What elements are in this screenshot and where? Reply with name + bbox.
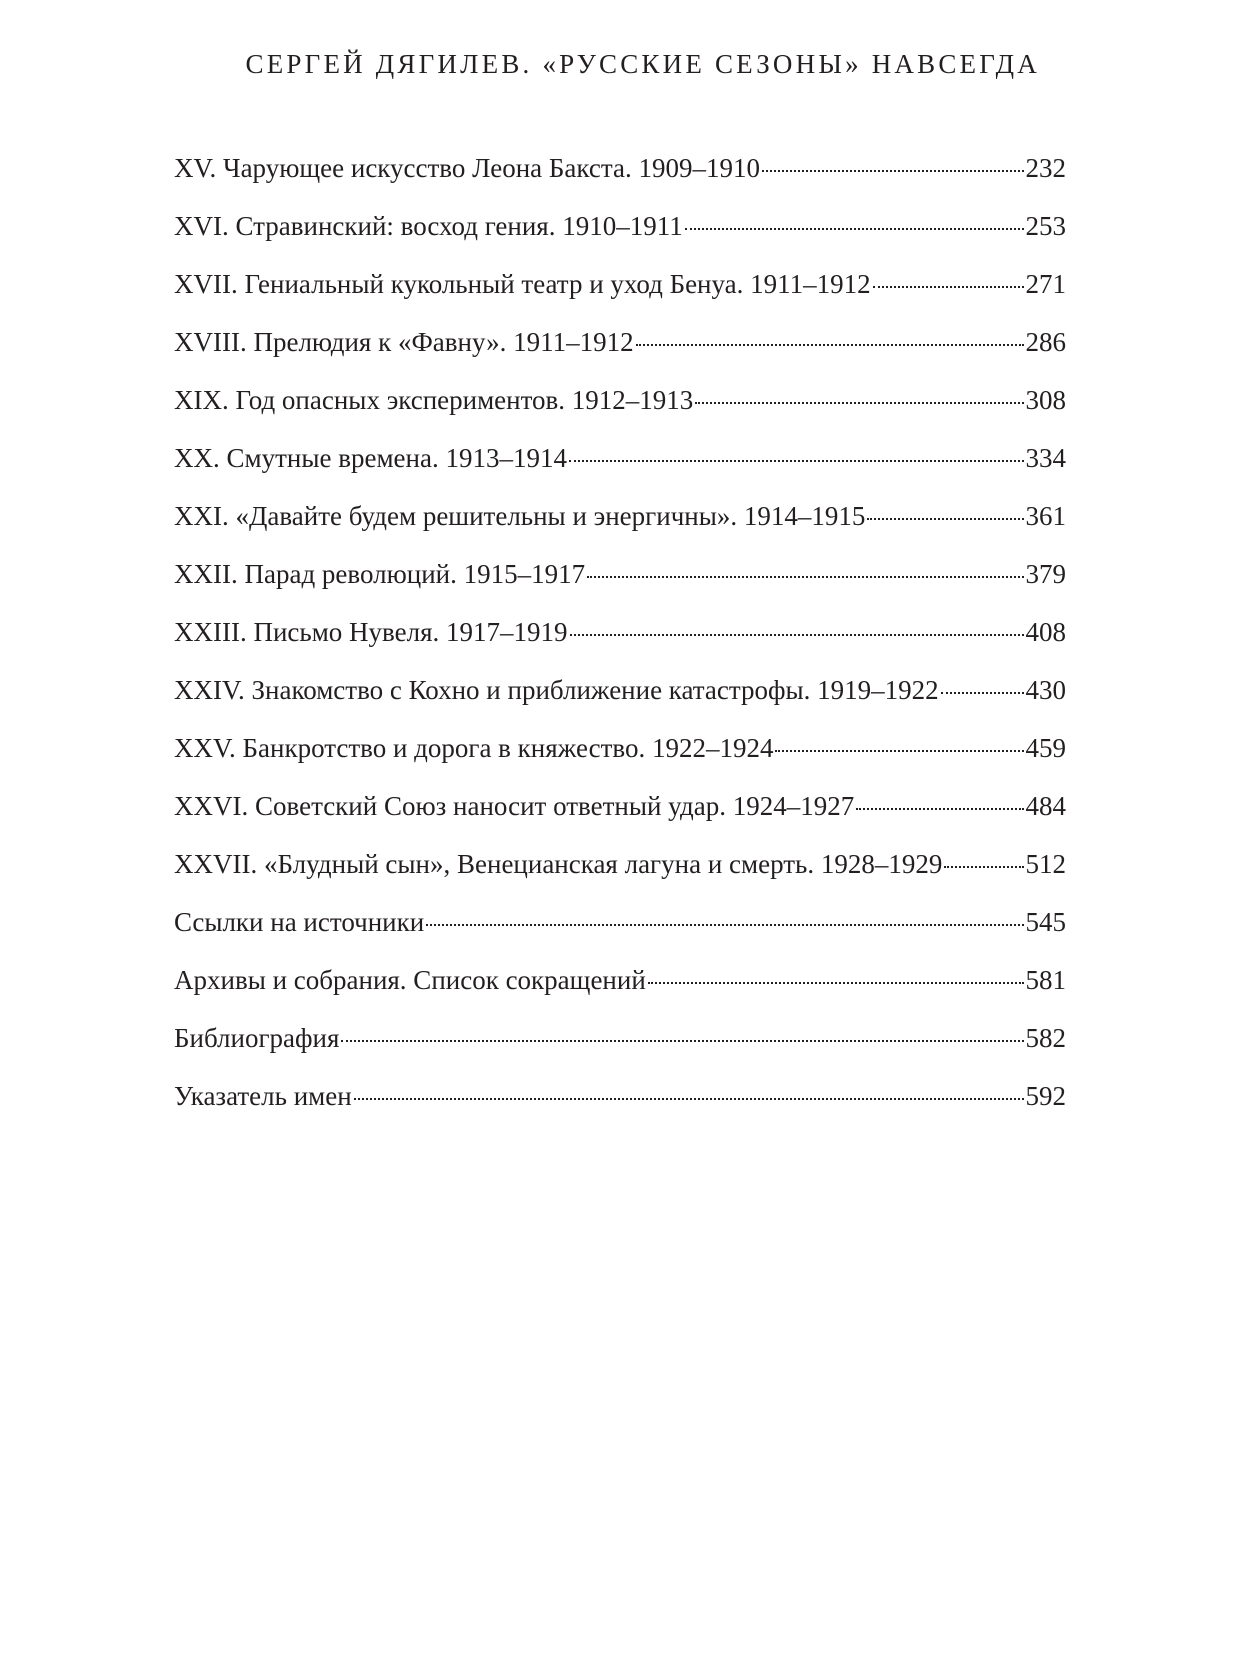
toc-dot-leader [867, 518, 1023, 520]
toc-dot-leader [873, 286, 1024, 288]
toc-entry-title: XXVII. «Блудный сын», Венецианская лагуна и смерть. 1928–1929 [174, 849, 943, 879]
toc-entry [174, 487, 1066, 545]
toc-dot-leader [941, 692, 1024, 694]
toc-entry-title: XX. Смутные времена. 1913–1914 [174, 443, 567, 473]
toc-dot-leader [944, 866, 1023, 868]
toc-entry [174, 429, 1066, 487]
table-of-contents [174, 139, 1066, 1125]
toc-entry [174, 835, 1066, 893]
toc-dot-leader [570, 634, 1024, 636]
toc-entry [174, 313, 1066, 371]
toc-entry-title: XXIV. Знакомство с Кохно и приближение катастрофы. 1919–1922 [174, 675, 939, 705]
toc-entry-page: 379 [1025, 559, 1066, 589]
toc-entry [174, 545, 1066, 603]
toc-entry [174, 197, 1066, 255]
toc-entry [174, 719, 1066, 777]
toc-entry-title: Указатель имен [174, 1081, 352, 1111]
toc-dot-leader [856, 808, 1023, 810]
toc-dot-leader [354, 1098, 1024, 1100]
toc-dot-leader [426, 924, 1023, 926]
toc-entry [174, 603, 1066, 661]
toc-entry-page: 253 [1025, 211, 1066, 241]
toc-entry [174, 661, 1066, 719]
toc-dot-leader [569, 460, 1024, 462]
toc-entry-title: XV. Чарующее искусство Леона Бакста. 1909–1910 [174, 153, 760, 183]
toc-entry-page: 271 [1025, 269, 1066, 299]
toc-dot-leader [587, 576, 1023, 578]
toc-entry [174, 951, 1066, 1009]
toc-entry-title: XXV. Банкротство и дорога в княжество. 1922–1924 [174, 733, 774, 763]
toc-entry-page: 286 [1025, 327, 1066, 357]
toc-dot-leader [775, 750, 1023, 752]
toc-entry-title: Ссылки на источники [174, 907, 425, 937]
toc-entry [174, 893, 1066, 951]
toc-entry-page: 592 [1025, 1081, 1066, 1111]
toc-entry-title: Библиография [174, 1023, 340, 1053]
toc-entry-page: 334 [1025, 443, 1066, 473]
toc-entry [174, 255, 1066, 313]
toc-entry [174, 1009, 1066, 1067]
toc-entry [174, 777, 1066, 835]
toc-entry-page: 582 [1025, 1023, 1066, 1053]
toc-entry-title: XXII. Парад революций. 1915–1917 [174, 559, 586, 589]
toc-entry-title: XXIII. Письмо Нувеля. 1917–1919 [174, 617, 568, 647]
toc-entry-page: 232 [1025, 153, 1066, 183]
toc-dot-leader [648, 982, 1024, 984]
toc-entry-title: XVI. Стравинский: восход гения. 1910–1911 [174, 211, 683, 241]
toc-entry-title: XVIII. Прелюдия к «Фавну». 1911–1912 [174, 327, 634, 357]
toc-entry-page: 459 [1025, 733, 1066, 763]
toc-dot-leader [685, 228, 1024, 230]
toc-entry-page: 430 [1025, 675, 1066, 705]
toc-entry-page: 512 [1025, 849, 1066, 879]
toc-entry-page: 581 [1025, 965, 1066, 995]
toc-entry-page: 484 [1025, 791, 1066, 821]
toc-entry-title: XIX. Год опасных экспериментов. 1912–1913 [174, 385, 694, 415]
toc-entry-page: 545 [1025, 907, 1066, 937]
toc-entry [174, 1067, 1066, 1125]
toc-entry-title: XVII. Гениальный кукольный театр и уход Бенуа. 1911–1912 [174, 269, 871, 299]
toc-entry [174, 139, 1066, 197]
toc-dot-leader [636, 344, 1024, 346]
toc-entry-page: 308 [1025, 385, 1066, 415]
toc-entry-page: 408 [1025, 617, 1066, 647]
toc-entry-page: 361 [1025, 501, 1066, 531]
toc-entry-title: Архивы и собрания. Список сокращений [174, 965, 646, 995]
toc-dot-leader [762, 170, 1024, 172]
toc-dot-leader [695, 402, 1023, 404]
running-header: СЕРГЕЙ ДЯГИЛЕВ. «РУССКИЕ СЕЗОНЫ» НАВСЕГДА [245, 49, 1040, 79]
toc-entry-title: XXI. «Давайте будем решительны и энергичны». 1914–1915 [174, 501, 866, 531]
toc-dot-leader [341, 1040, 1023, 1042]
toc-entry [174, 371, 1066, 429]
toc-entry-title: XXVI. Советский Союз наносит ответный удар. 1924–1927 [174, 791, 855, 821]
